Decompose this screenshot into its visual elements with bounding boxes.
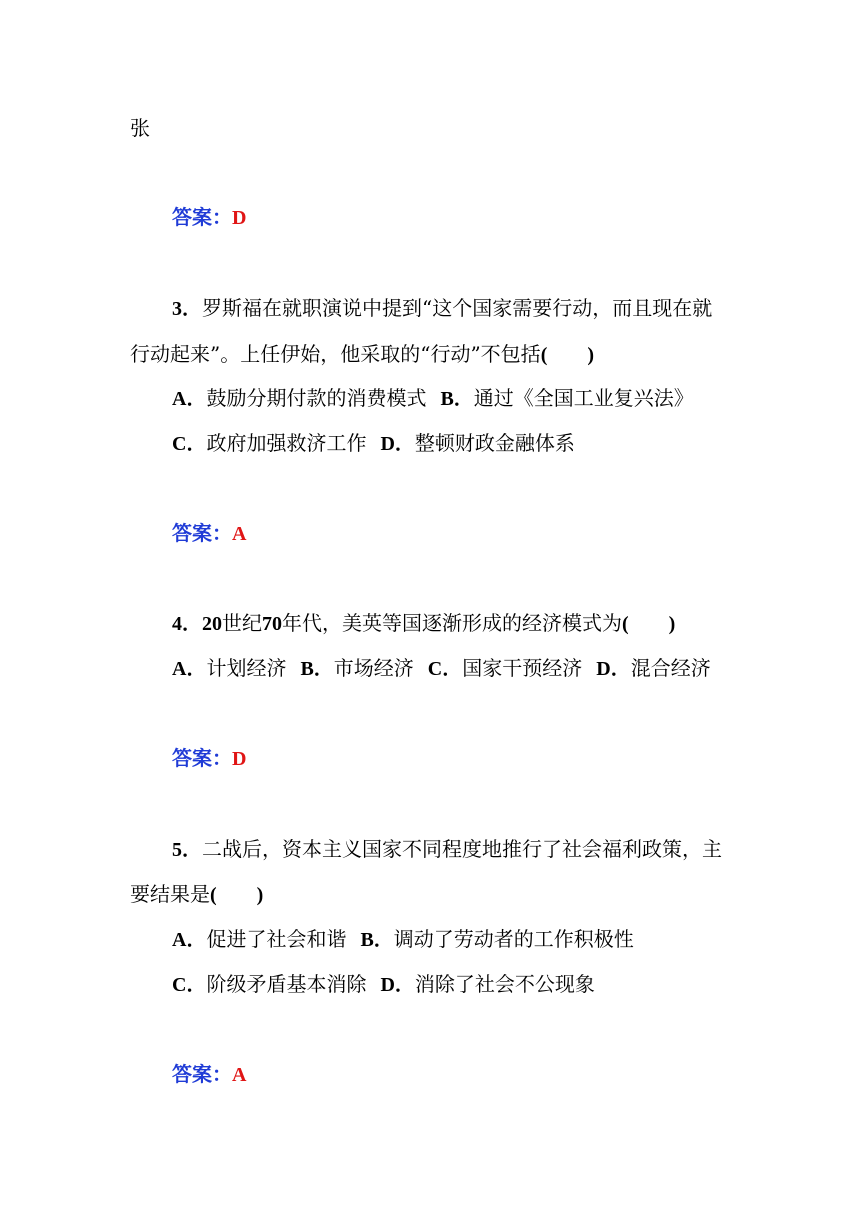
option-letter: B． bbox=[360, 929, 394, 951]
question-5-options-row-2 bbox=[172, 970, 595, 999]
question-3-options-row-2 bbox=[172, 429, 575, 458]
answer-bracket: ( ) bbox=[622, 613, 676, 635]
option-letter: C． bbox=[172, 433, 207, 455]
option-text: 促进了社会和谐 bbox=[206, 927, 347, 951]
option-text: 政府加强救济工作 bbox=[206, 431, 367, 455]
answer-value: A bbox=[232, 1064, 247, 1086]
option-letter: B． bbox=[300, 658, 334, 680]
option-letter: A． bbox=[172, 929, 207, 951]
option-letter: D． bbox=[380, 433, 415, 455]
question-text: 二战后，资本主义国家不同程度地推行了社会福利政策，主 bbox=[202, 837, 722, 861]
question-number: 4． bbox=[172, 613, 202, 635]
option-text: 整顿财政金融体系 bbox=[414, 431, 575, 455]
option-letter: D． bbox=[380, 974, 415, 996]
option-text: 阶级矛盾基本消除 bbox=[206, 972, 367, 996]
decade-number: 70 bbox=[262, 613, 282, 635]
question-text: 年代，美英等国逐渐形成的经济模式为 bbox=[282, 611, 622, 635]
option-letter: A． bbox=[172, 658, 207, 680]
answer-q3 bbox=[172, 519, 246, 548]
option-letter: C． bbox=[172, 974, 207, 996]
question-number: 3． bbox=[172, 298, 202, 320]
option-letter: D． bbox=[596, 658, 631, 680]
question-number: 5． bbox=[172, 839, 202, 861]
question-3-line-1 bbox=[172, 294, 712, 323]
option-text: 通过《全国工业复兴法》 bbox=[473, 386, 694, 410]
option-letter: C． bbox=[427, 658, 463, 680]
answer-label: 答案： bbox=[172, 205, 232, 229]
question-text: 要结果是 bbox=[130, 882, 210, 906]
question-4-options-row bbox=[172, 654, 711, 683]
answer-label: 答案： bbox=[172, 521, 232, 545]
continued-text-fragment: 张 bbox=[130, 116, 150, 140]
option-text: 国家干预经济 bbox=[462, 656, 583, 680]
question-5-line-2 bbox=[130, 880, 263, 909]
answer-label: 答案： bbox=[172, 746, 232, 770]
answer-bracket: ( ) bbox=[210, 884, 264, 906]
answer-q2 bbox=[172, 203, 246, 232]
question-3-line-2 bbox=[130, 340, 594, 369]
year-number: 20 bbox=[202, 613, 222, 635]
option-letter: A． bbox=[172, 388, 207, 410]
option-text: 混合经济 bbox=[630, 656, 711, 680]
answer-label: 答案： bbox=[172, 1062, 232, 1086]
option-text: 市场经济 bbox=[333, 656, 414, 680]
option-text: 消除了社会不公现象 bbox=[414, 972, 595, 996]
question-text: 行动起来”。上任伊始，他采取的“行动”不包括 bbox=[130, 342, 541, 366]
option-letter: B． bbox=[440, 388, 474, 410]
question-4-line-1 bbox=[172, 609, 675, 638]
answer-value: D bbox=[232, 748, 247, 770]
answer-q4 bbox=[172, 744, 246, 773]
option-text: 计划经济 bbox=[206, 656, 287, 680]
answer-value: A bbox=[232, 523, 247, 545]
answer-q5 bbox=[172, 1060, 246, 1089]
question-5-line-1 bbox=[172, 835, 722, 864]
answer-value: D bbox=[232, 207, 247, 229]
answer-bracket: ( ) bbox=[540, 344, 595, 366]
question-3-options-row-1 bbox=[172, 384, 694, 413]
question-text: 世纪 bbox=[222, 611, 262, 635]
question-text: 罗斯福在就职演说中提到“这个国家需要行动，而且现在就 bbox=[202, 296, 713, 320]
option-text: 调动了劳动者的工作积极性 bbox=[393, 927, 634, 951]
option-text: 鼓励分期付款的消费模式 bbox=[206, 386, 427, 410]
question-5-options-row-1 bbox=[172, 925, 634, 954]
